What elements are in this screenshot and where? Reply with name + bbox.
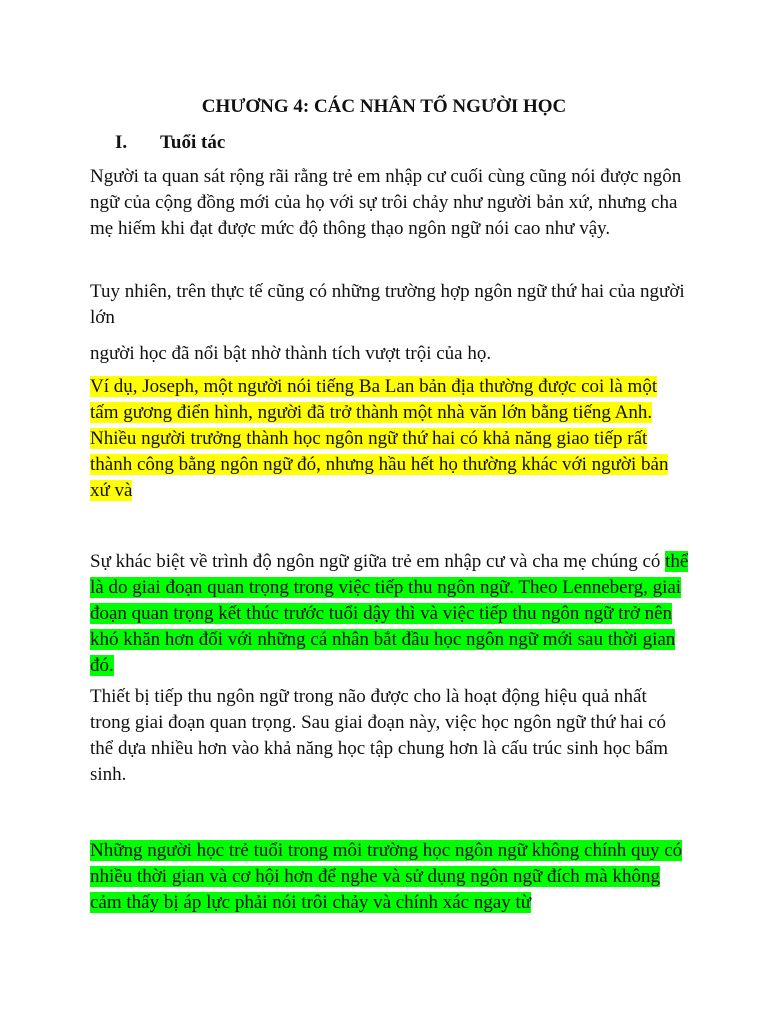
section-heading bbox=[115, 132, 225, 154]
paragraph-3 bbox=[90, 341, 690, 367]
paragraph-3-text: người học đã nổi bật nhờ thành tích vượt trội của họ. bbox=[90, 343, 492, 364]
yellow-highlight-text: Ví dụ, Joseph, một người nói tiếng Ba Lan bản địa thường được coi là một tấm gương điển hình, người đã trở thành một nhà văn lớn bằng tiếng Anh. Nhiều người trưởng thành học ngôn ngữ thứ hai có khả năng giao tiếp rất thành công bằng ngôn ngữ đó, nhưng hầu hết họ thường khác với người bản xứ và bbox=[90, 376, 669, 501]
paragraph-2-text: Tuy nhiên, trên thực tế cũng có những trường hợp ngôn ngữ thứ hai của người lớn bbox=[90, 281, 685, 328]
paragraph-1 bbox=[90, 164, 690, 242]
green-highlight-text: Những người học trẻ tuổi trong môi trường học ngôn ngữ không chính quy có nhiều thời gian và cơ hội hơn để nghe và sử dụng ngôn ngữ đích mà không cảm thấy bị áp lực phải nói trôi chảy và chính xác ngay từ bbox=[90, 840, 683, 913]
chapter-title: CHƯƠNG 4: CÁC NHÂN TỐ NGƯỜI HỌC bbox=[201, 96, 567, 117]
paragraph-7-highlighted-green bbox=[90, 838, 690, 916]
paragraph-5 bbox=[90, 549, 690, 679]
green-highlight-text: thể là do giai đoạn quan trọng trong việc tiếp thu ngôn ngữ. Theo Lenneberg, giai đoạn quan trọng kết thúc trước tuổi dậy thì và việc tiếp thu ngôn ngữ trở nên khó khăn hơn đối với những cá nhân bắt đầu học ngôn ngữ mới sau thời gian đó. bbox=[90, 551, 689, 676]
paragraph-6-text: Thiết bị tiếp thu ngôn ngữ trong não được cho là hoạt động hiệu quả nhất trong giai đoạn quan trọng. Sau giai đoạn này, việc học ngôn ngữ thứ hai có thể dựa nhiều hơn vào khả năng học tập chung hơn là cấu trúc sinh học bẩm sinh. bbox=[90, 686, 669, 785]
paragraph-1-text: Người ta quan sát rộng rãi rằng trẻ em nhập cư cuối cùng cũng nói được ngôn ngữ của cộng đồng mới của họ với sự trôi chảy như người bản xứ, nhưng cha mẹ hiếm khi đạt được mức độ thông thạo ngôn ngữ nói cao như vậy. bbox=[90, 166, 682, 239]
paragraph-4-highlighted-yellow bbox=[90, 374, 690, 504]
section-number: I. bbox=[115, 132, 128, 153]
paragraph-2 bbox=[90, 279, 690, 331]
paragraph-6 bbox=[90, 684, 690, 788]
section-title: Tuổi tác bbox=[160, 132, 226, 153]
paragraph-5-plain-text: Sự khác biệt về trình độ ngôn ngữ giữa trẻ em nhập cư và cha mẹ chúng có bbox=[90, 551, 666, 572]
